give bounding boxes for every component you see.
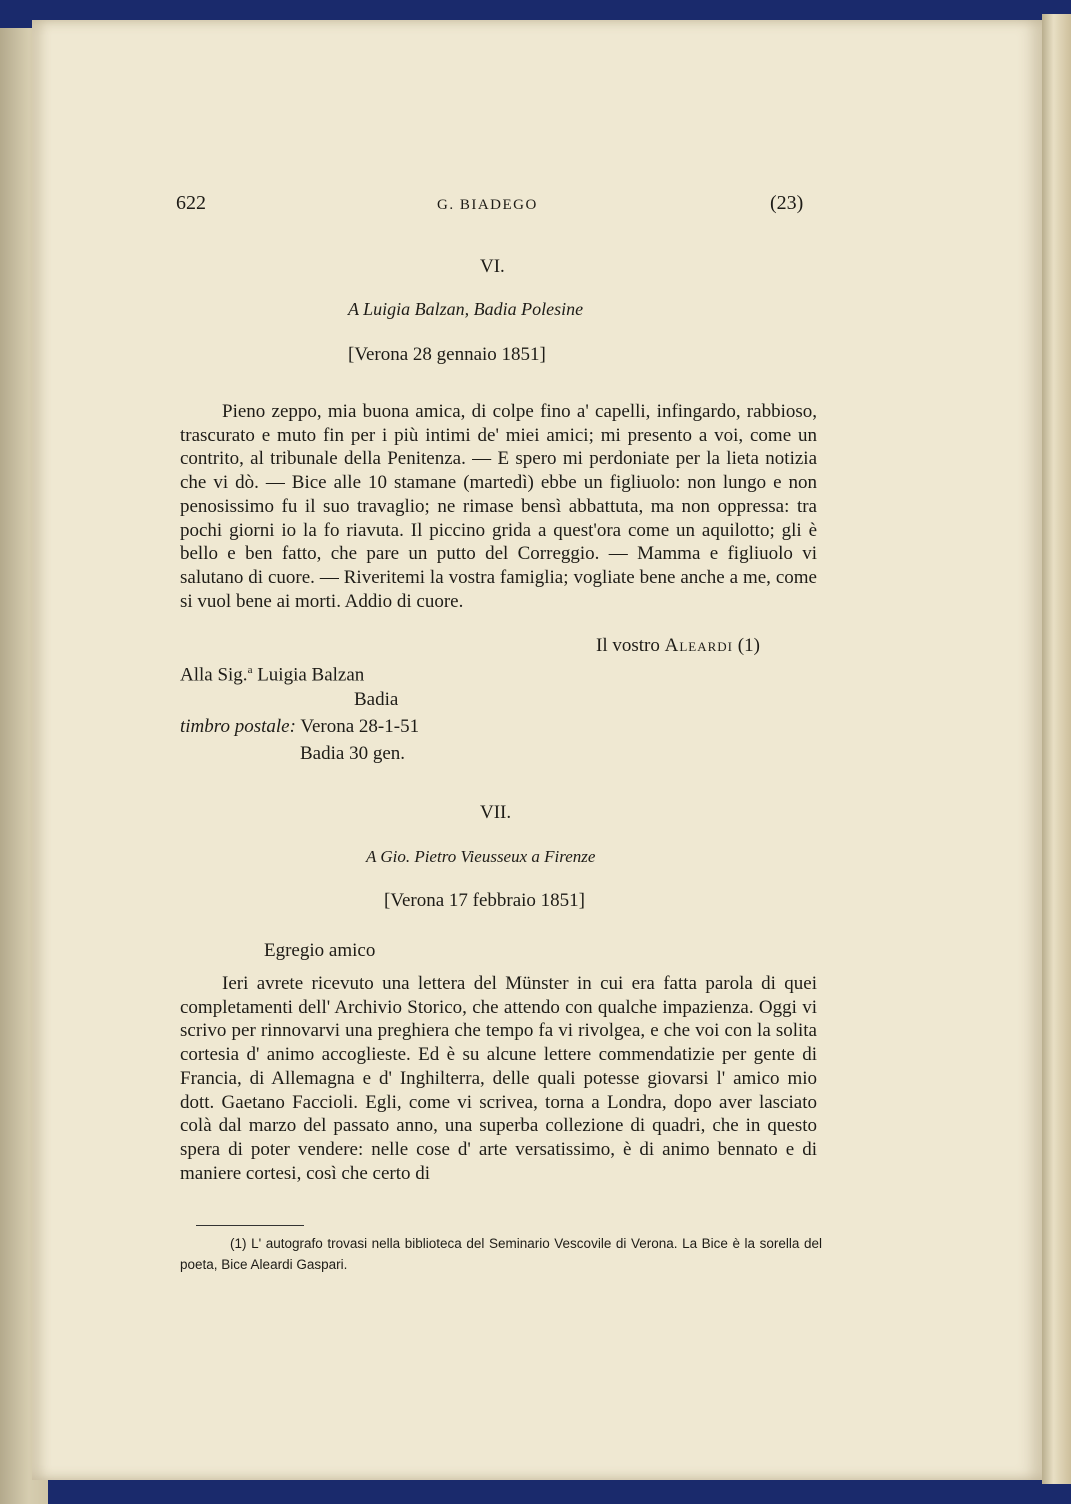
letter-addressee: A Luigia Balzan, Badia Polesine [348, 299, 584, 319]
letter-date: [Verona 17 febbraio 1851] [384, 890, 586, 911]
letter-salutation: Egregio amico [264, 940, 376, 961]
address-recipient: Luigia Balzan [257, 664, 365, 686]
postmark-line [180, 716, 419, 738]
letter-body [180, 400, 817, 613]
running-title: G. BIADEGO [437, 197, 538, 213]
letter-addressee: A Gio. Pietro Vieusseux a Firenze [366, 847, 596, 866]
address-superscript: a [247, 664, 253, 676]
page-number: 622 [176, 192, 206, 214]
address-salutation: Alla Sig. [180, 664, 248, 686]
footnote-divider [196, 1225, 304, 1226]
letter-body [180, 972, 817, 1185]
postmark-value: Verona 28-1-51 [300, 716, 420, 737]
address-place: Badia [354, 689, 399, 710]
footnote-text: (1) L' autografo trovasi nella biblioteca del Seminario Vescovile di Verona. La Bice è la sorella del poeta, Bice Aleardi Gaspari. [180, 1236, 822, 1272]
letter-numeral: VI. [480, 256, 505, 277]
signature-name: Aleardi [664, 635, 733, 656]
section-number: (23) [770, 192, 804, 214]
letter-numeral: VII. [480, 802, 512, 823]
postmark-label: timbro postale: [180, 716, 296, 737]
postmark-line-2: Badia 30 gen. [300, 743, 406, 764]
letter-paragraph: Ieri avrete ricevuto una lettera del Münster in cui era fatta parola di quei completamenti dell' Archivio Storico, che attendo con qualche impazienza. Oggi vi scrivo per rinnovarvi una preghiera che tempo fa vi rivolgea, e che voi con la solita cortesia d' animo accoglieste. Ed è su alcune lettere commendatizie per gente di Francia, di Allemagna e d' Inghilterra, delle quali potesse giovarsi l' amico mio dott. Gaetano Faccioli. Egli, come vi scrivea, torna a Londra, dopo aver lasciato colà dal marzo del passato anno, una superba collezione di quadri, che in questo spera di poter vendere: nelle cose d' arte versatissimo, è di animo bennato e di maniere cortesi, così che certo di [180, 973, 817, 1184]
footnote-ref: (1) [737, 635, 760, 656]
address-line [180, 664, 364, 686]
signature-prefix: Il vostro [596, 635, 660, 656]
page-edge-right [1042, 14, 1071, 1484]
footnote [180, 1233, 822, 1275]
signature [596, 635, 760, 657]
letter-date: [Verona 28 gennaio 1851] [348, 344, 546, 365]
letter-paragraph: Pieno zeppo, mia buona amica, di colpe fino a' capelli, infingardo, rabbioso, trascurato e muto fin per i più intimi de' miei amici; mi presento a voi, come un contrito, al tribunale della Penitenza. — E spero mi perdoniate per la lieta notizia che vi dò. — Bice alle 10 stamane (martedì) ebbe un figliuolo: non lungo e non penosissimo fu il suo travaglio; ne rimase bensì abbattuta, ma non oppressa: tra pochi giorni io la fo riavuta. Il piccino grida a quest'ora come un aquilotto; gli è bello e ben fatto, che pare un putto del Correggio. — Mamma e figliuolo vi salutano di cuore. — Riveritemi la vostra famiglia; vogliate bene anche a me, come si vuol bene ai morti. Addio di cuore. [180, 401, 817, 612]
